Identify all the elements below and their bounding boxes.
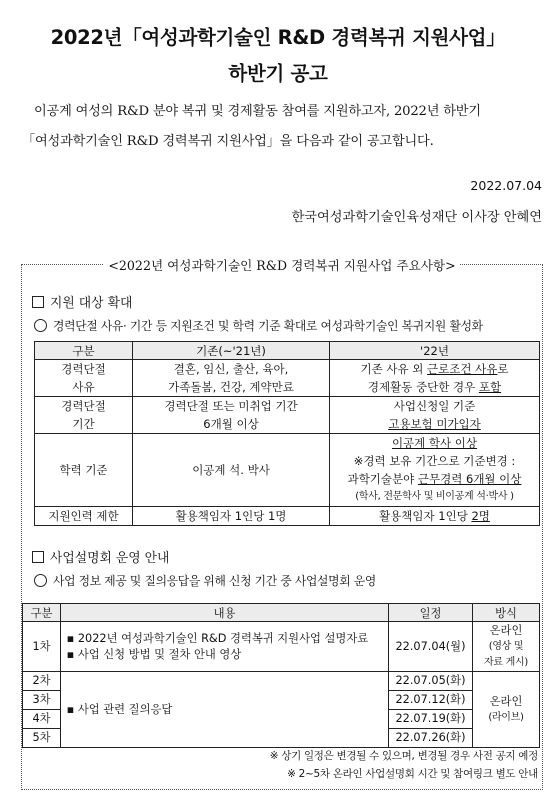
table-row [35,507,540,526]
content-cell: ▪ 2022년 여성과학기술인 R&D 경력복귀 지원사업 설명자료 ▪ 사업 신청 방법 및 절차 안내 영상 [61,622,389,672]
table-header: 일정 [389,604,473,622]
table-header: '22년 [330,342,540,360]
date-cell: 22.07.05(화) [389,672,473,691]
eligibility-table [34,341,540,526]
circle-bullet-icon [34,319,47,332]
section2-subheading: 사업 정보 제공 및 질의응답을 위해 신청 기간 중 사업설명회 운영 [34,572,376,589]
table-row [35,360,540,397]
old-criteria: 결혼, 임신, 출산, 육아, 가족돌봄, 건강, 계약만료 [133,360,330,397]
square-bullet-icon [32,296,44,308]
table-row [23,622,540,672]
round-cell: 3차 [23,691,61,710]
briefing-schedule-table [22,603,540,748]
date-cell: 22.07.26(화) [389,729,473,748]
intro-line-2: 「여성과학기술인 R&D 경력복귀 지원사업」을 다음과 같이 공고합니다. [22,134,434,149]
table-header: 구분 [35,342,133,360]
announcement-date: 2022.07.04 [470,178,542,193]
row-label: 학력 기준 [35,434,133,507]
old-criteria: 경력단절 또는 미취업 기간 6개월 이상 [133,397,330,434]
table-header-row [23,604,540,622]
method-cell: 온라인 (영상 및 자료 게시) [473,622,540,672]
table-header: 기존(~'21년) [133,342,330,360]
title-line-2: 하반기 공고 [228,62,328,85]
signature: 한국여성과학기술인육성재단 이사장 안혜연 [291,210,542,225]
date-cell: 22.07.12(화) [389,691,473,710]
table-header: 방식 [473,604,540,622]
intro-line-1: 이공계 여성의 R&D 분야 복귀 및 경제활동 참여를 지원하고자, 2022년 하반기 [34,104,481,119]
summary-box [21,258,543,790]
old-criteria: 활용책임자 1인당 1명 [133,507,330,526]
section2-heading: 사업설명회 운영 안내 [32,547,169,566]
date-cell: 22.07.04(월) [389,622,473,672]
row-label: 경력단절 사유 [35,360,133,397]
new-criteria: 활용책임자 1인당 2명 [330,507,540,526]
old-criteria: 이공계 석. 박사 [133,434,330,507]
new-criteria: 이공계 학사 이상 ※경력 보유 기간으로 기준변경 : 과학기술분야 근무경력 6개월 이상 (학사, 전문학사 및 비이공계 석·박사 ) [330,434,540,507]
table-row [35,434,540,507]
square-bullet-icon [32,551,44,563]
round-cell: 5차 [23,729,61,748]
new-criteria: 기존 사유 외 근로조건 사유로 경제활동 중단한 경우 포함 [330,360,540,397]
row-label: 경력단절 기간 [35,397,133,434]
content-cell: ▪ 사업 관련 질의응답 [61,672,389,748]
table-row [35,397,540,434]
round-cell: 4차 [23,710,61,729]
round-cell: 2차 [23,672,61,691]
footnote: ※ 상기 일정은 변경될 수 있으며, 변경될 경우 사전 공지 예정 [269,750,538,762]
date-cell: 22.07.19(화) [389,710,473,729]
footnote: ※ 2~5차 온라인 사업설명회 시간 및 참여링크 별도 안내 [287,768,538,780]
circle-bullet-icon [34,574,47,587]
round-cell: 1차 [23,622,61,672]
section1-subheading: 경력단절 사유· 기간 등 지원조건 및 학력 기준 확대로 여성과학기술인 복귀지원 활성화 [34,317,483,334]
summary-box-title: <2022년 여성과학기술인 R&D 경력복귀 지원사업 주요사항> [22,255,542,274]
table-row [23,672,540,691]
method-cell: 온라인 (라이브) [473,672,540,748]
new-criteria: 사업신청일 기준 고용보험 미가입자 [330,397,540,434]
title-line-1: 2022년「여성과학기술인 R&D 경력복귀 지원사업」 [50,26,506,49]
row-label: 지원인력 제한 [35,507,133,526]
table-header-row [35,342,540,360]
table-header: 구분 [23,604,61,622]
section1-heading: 지원 대상 확대 [32,292,132,311]
footnotes [270,747,538,783]
table-header: 내용 [61,604,389,622]
